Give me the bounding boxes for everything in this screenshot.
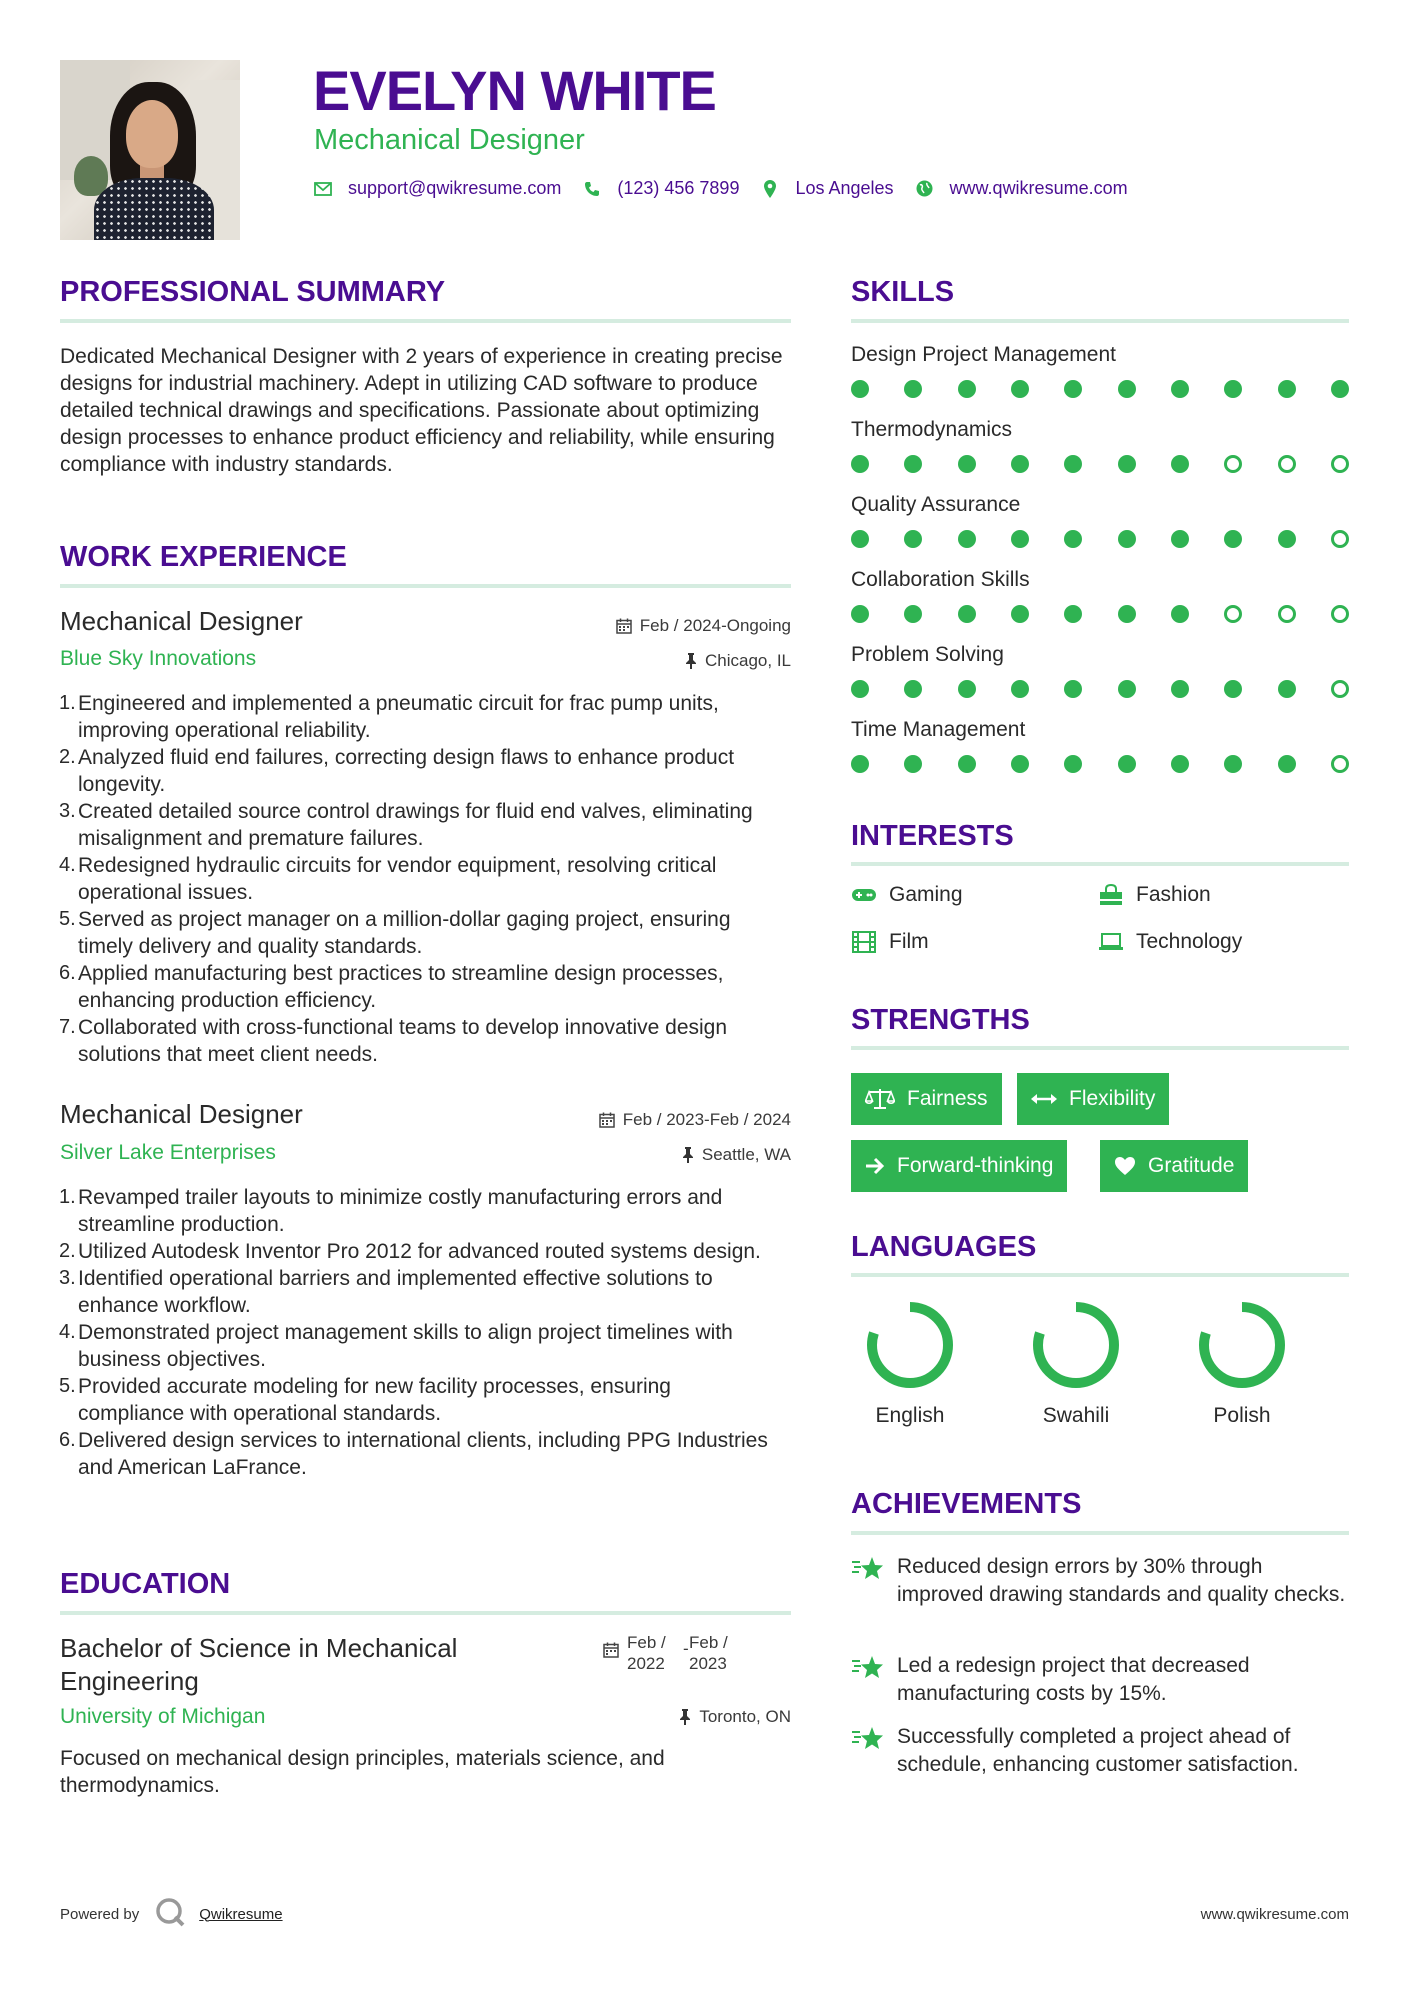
skill-name: Collaboration Skills: [851, 568, 1030, 591]
education-description: Focused on mechanical design principles, materials science, and thermodynamics.: [60, 1747, 665, 1797]
company-name: Blue Sky Innovations: [60, 647, 257, 670]
strength-chip: [1100, 1140, 1248, 1192]
job-location-text: Seattle, WA: [701, 1145, 791, 1164]
rating-dot-filled: [1278, 680, 1296, 698]
rating-dot-filled: [1224, 380, 1242, 398]
globe-icon: [916, 180, 934, 198]
rating-dot-empty: [1331, 530, 1349, 548]
strength-label: Fairness: [907, 1087, 988, 1110]
divider: [851, 862, 1349, 866]
rating-dot-filled: [904, 605, 922, 623]
skill-name: Problem Solving: [851, 643, 1004, 666]
rating-dot-filled: [1118, 455, 1136, 473]
website-text: www.qwikresume.com: [949, 178, 1128, 198]
contact-row: [314, 178, 1150, 199]
calendar-icon: [603, 1642, 619, 1674]
gamepad-icon: [851, 884, 877, 906]
rating-dot-filled: [1171, 380, 1189, 398]
list-item: Delivered design services to international clients, including PPG Industries and American LaFrance.: [78, 1429, 768, 1479]
job-bullets: [60, 690, 760, 1068]
rating-dot-filled: [1011, 755, 1029, 773]
rating-dot-empty: [1331, 605, 1349, 623]
rating-dot-filled: [851, 530, 869, 548]
skill-name: Design Project Management: [851, 343, 1116, 366]
divider: [851, 1046, 1349, 1050]
arrow-right-icon: [865, 1157, 885, 1175]
list-item: Utilized Autodesk Inventor Pro 2012 for advanced routed systems design.: [78, 1240, 761, 1263]
rating-dot-filled: [851, 380, 869, 398]
job-dates-text: Feb / 2024-Ongoing: [639, 616, 791, 635]
list-item: Revamped trailer layouts to minimize costly manufacturing errors and streamline production.: [78, 1186, 723, 1236]
rating-dot-filled: [1011, 455, 1029, 473]
divider: [60, 319, 791, 323]
divider: [851, 1273, 1349, 1277]
arrows-horizontal-icon: [1031, 1092, 1057, 1106]
job-title: Mechanical Designer: [60, 1099, 303, 1129]
rating-dot-filled: [1118, 380, 1136, 398]
rating-dot-empty: [1278, 455, 1296, 473]
rating-dot-filled: [1064, 530, 1082, 548]
rating-dot-filled: [1171, 530, 1189, 548]
powered-by-text: Powered by: [60, 1905, 140, 1923]
rating-dot-filled: [1118, 755, 1136, 773]
divider: [60, 1611, 791, 1615]
pin-icon: [679, 1709, 691, 1725]
skill-rating: [851, 455, 1349, 475]
rating-dot-filled: [904, 680, 922, 698]
rating-dot-filled: [1278, 380, 1296, 398]
rating-dot-filled: [1278, 530, 1296, 548]
strength-chip: [1017, 1073, 1169, 1125]
candidate-name: EVELYN WHITE: [313, 59, 716, 122]
achievement-item: [851, 1553, 1351, 1609]
laptop-icon: [1098, 931, 1124, 953]
job-dates-text: Feb / 2023-Feb / 2024: [622, 1110, 791, 1129]
list-item: Redesigned hydraulic circuits for vendor equipment, resolving critical operational issues.: [78, 854, 717, 904]
rating-dot-filled: [958, 380, 976, 398]
rating-dot-empty: [1224, 455, 1242, 473]
star-icon: [851, 1725, 885, 1779]
rating-dot-filled: [904, 755, 922, 773]
skill-rating: [851, 605, 1349, 625]
rating-dot-filled: [958, 605, 976, 623]
rating-dot-filled: [1064, 755, 1082, 773]
strength-chip: [851, 1140, 1067, 1192]
footer-website[interactable]: www.qwikresume.com: [1200, 1906, 1349, 1923]
star-icon: [851, 1555, 885, 1609]
rating-dot-filled: [1171, 680, 1189, 698]
rating-dot-filled: [1224, 530, 1242, 548]
language-progress-ring: [1031, 1300, 1121, 1390]
language-progress-arc: [1038, 1307, 1114, 1383]
skill-name: Time Management: [851, 718, 1026, 741]
rating-dot-empty: [1331, 755, 1349, 773]
calendar-icon: [599, 1112, 615, 1128]
list-item: Served as project manager on a million-dollar gaging project, ensuring timely delivery and quality standards.: [78, 908, 731, 958]
location-text: Los Angeles: [795, 178, 894, 198]
rating-dot-filled: [958, 755, 976, 773]
job-dates: [616, 616, 791, 636]
rating-dot-empty: [1331, 680, 1349, 698]
education-end-line1: Feb /: [689, 1633, 728, 1652]
rating-dot-empty: [1224, 605, 1242, 623]
rating-dot-filled: [1064, 455, 1082, 473]
rating-dot-filled: [851, 680, 869, 698]
interest-label: Film: [889, 930, 929, 953]
calendar-icon: [616, 618, 632, 634]
rating-dot-filled: [1011, 680, 1029, 698]
rating-dot-filled: [851, 455, 869, 473]
language-progress-arc: [872, 1307, 948, 1383]
film-icon: [851, 931, 877, 953]
language-progress-arc: [1204, 1307, 1280, 1383]
divider: [851, 1531, 1349, 1535]
rating-dot-filled: [851, 755, 869, 773]
education-dates: Feb / 2022 - Feb / 2023: [603, 1632, 751, 1674]
contact-website[interactable]: [916, 178, 1128, 199]
rating-dot-filled: [1064, 380, 1082, 398]
rating-dot-filled: [958, 530, 976, 548]
rating-dot-filled: [1118, 680, 1136, 698]
email-text: support@qwikresume.com: [348, 178, 562, 198]
list-item: Applied manufacturing best practices to streamline design processes, enhancing production efficiency.: [78, 962, 724, 1012]
contact-location: [761, 178, 893, 199]
achievement-text: Led a redesign project that decreased manufacturing costs by 15%.: [897, 1654, 1250, 1705]
achievement-text: Successfully completed a project ahead of schedule, enhancing customer satisfaction.: [897, 1725, 1299, 1776]
interest-item: [1098, 930, 1242, 954]
language-item: [1021, 1300, 1131, 1428]
job-title: Mechanical Designer: [60, 606, 303, 636]
rating-dot-filled: [904, 455, 922, 473]
rating-dot-filled: [904, 530, 922, 548]
section-heading-languages: LANGUAGES: [851, 1231, 1037, 1263]
divider: [851, 319, 1349, 323]
phone-text: (123) 456 7899: [617, 178, 740, 198]
achievement-text: Reduced design errors by 30% through improved drawing standards and quality checks.: [897, 1555, 1346, 1606]
skill-rating: [851, 530, 1349, 550]
education-location: [679, 1707, 791, 1727]
job-bullets: [60, 1184, 780, 1481]
pin-icon: [685, 653, 697, 669]
education-start-line1: Feb /: [627, 1633, 666, 1652]
map-marker-icon: [761, 180, 779, 198]
section-heading-education: EDUCATION: [60, 1568, 231, 1600]
qwikresume-link[interactable]: Qwikresume: [199, 1905, 283, 1923]
rating-dot-filled: [1171, 455, 1189, 473]
section-heading-work: WORK EXPERIENCE: [60, 541, 347, 573]
rating-dot-filled: [851, 605, 869, 623]
rating-dot-filled: [1011, 530, 1029, 548]
heart-icon: [1114, 1156, 1136, 1176]
list-item: Analyzed fluid end failures, correcting design flaws to enhance product longevity.: [78, 746, 735, 796]
interest-label: Fashion: [1136, 883, 1211, 906]
strength-label: Flexibility: [1069, 1087, 1156, 1110]
contact-email[interactable]: [314, 178, 561, 199]
company-name: Silver Lake Enterprises: [60, 1141, 276, 1164]
rating-dot-filled: [1224, 680, 1242, 698]
phone-icon: [583, 180, 601, 198]
list-item: Created detailed source control drawings for fluid end valves, eliminating misalignment and premature failures.: [78, 800, 753, 850]
language-item: [855, 1300, 965, 1428]
list-item: Engineered and implemented a pneumatic circuit for frac pump units, improving operational reliability.: [78, 692, 719, 742]
section-heading-strengths: STRENGTHS: [851, 1004, 1030, 1036]
skill-rating: [851, 680, 1349, 700]
section-heading-achievements: ACHIEVEMENTS: [851, 1488, 1082, 1520]
strength-label: Forward-thinking: [897, 1154, 1054, 1177]
rating-dot-filled: [1171, 755, 1189, 773]
list-item: Identified operational barriers and implemented effective solutions to enhance workflow.: [78, 1267, 713, 1317]
rating-dot-filled: [1224, 755, 1242, 773]
language-item: [1187, 1300, 1297, 1428]
skill-rating: [851, 755, 1349, 775]
qwikresume-logo-icon: [155, 1897, 185, 1931]
language-name: Polish: [1213, 1404, 1271, 1427]
job-location: [685, 651, 791, 671]
rating-dot-filled: [1171, 605, 1189, 623]
language-name: English: [875, 1404, 945, 1427]
interest-label: Technology: [1136, 930, 1243, 953]
rating-dot-filled: [958, 455, 976, 473]
rating-dot-filled: [904, 380, 922, 398]
balance-scale-icon: [865, 1088, 895, 1110]
section-heading-skills: SKILLS: [851, 276, 955, 308]
interest-item: [851, 930, 929, 954]
divider: [60, 584, 791, 588]
job-location-text: Chicago, IL: [705, 651, 791, 670]
skill-name: Quality Assurance: [851, 493, 1021, 516]
interest-label: Gaming: [889, 883, 963, 906]
star-icon: [851, 1654, 885, 1708]
achievement-item: [851, 1723, 1351, 1779]
skill-rating: [851, 380, 1349, 400]
language-progress-ring: [865, 1300, 955, 1390]
list-item: Demonstrated project management skills to align project timelines with business objectives.: [78, 1321, 733, 1371]
candidate-title: Mechanical Designer: [314, 124, 585, 156]
achievement-item: [851, 1652, 1351, 1708]
section-heading-summary: PROFESSIONAL SUMMARY: [60, 276, 446, 308]
list-item: Collaborated with cross-functional teams to develop innovative design solutions that meet client needs.: [78, 1016, 728, 1066]
pin-icon: [682, 1147, 694, 1163]
rating-dot-filled: [1064, 605, 1082, 623]
rating-dot-filled: [1064, 680, 1082, 698]
education-location-text: Toronto, ON: [699, 1707, 791, 1726]
profile-photo: [60, 60, 240, 240]
school-name: University of Michigan: [60, 1705, 266, 1728]
rating-dot-filled: [1278, 755, 1296, 773]
rating-dot-empty: [1278, 605, 1296, 623]
rating-dot-filled: [1118, 605, 1136, 623]
envelope-icon: [314, 180, 332, 198]
language-progress-ring: [1197, 1300, 1287, 1390]
rating-dot-filled: [1331, 380, 1349, 398]
summary-text: Dedicated Mechanical Designer with 2 years of experience in creating precise designs for industrial machinery. Adept in utilizing CAD software to produce detailed technical drawings and specifications. Passionate about optimizing design processes to enhance product efficiency and reliability, while ensuring compliance with industry standards.: [60, 345, 783, 476]
rating-dot-filled: [1011, 605, 1029, 623]
rating-dot-filled: [1011, 380, 1029, 398]
strength-label: Gratitude: [1148, 1154, 1235, 1177]
list-item: Provided accurate modeling for new facility processes, ensuring compliance with operational standards.: [78, 1375, 671, 1425]
job-location: [682, 1145, 791, 1165]
interest-item: [851, 883, 963, 907]
contact-phone[interactable]: [583, 178, 739, 199]
skill-name: Thermodynamics: [851, 418, 1013, 441]
strength-chip: [851, 1073, 1002, 1125]
education-degree: Bachelor of Science in Mechanical Engineering: [60, 1633, 458, 1696]
rating-dot-filled: [1118, 530, 1136, 548]
job-dates: [599, 1110, 791, 1130]
rating-dot-filled: [958, 680, 976, 698]
education-start-line2: 2022: [627, 1654, 665, 1673]
rating-dot-empty: [1331, 455, 1349, 473]
section-heading-interests: INTERESTS: [851, 820, 1014, 852]
interest-item: [1098, 883, 1211, 907]
footer-powered-by: [60, 1897, 283, 1931]
shopping-bag-icon: [1098, 884, 1124, 906]
education-end-line2: 2023: [689, 1654, 727, 1673]
language-name: Swahili: [1042, 1404, 1110, 1427]
